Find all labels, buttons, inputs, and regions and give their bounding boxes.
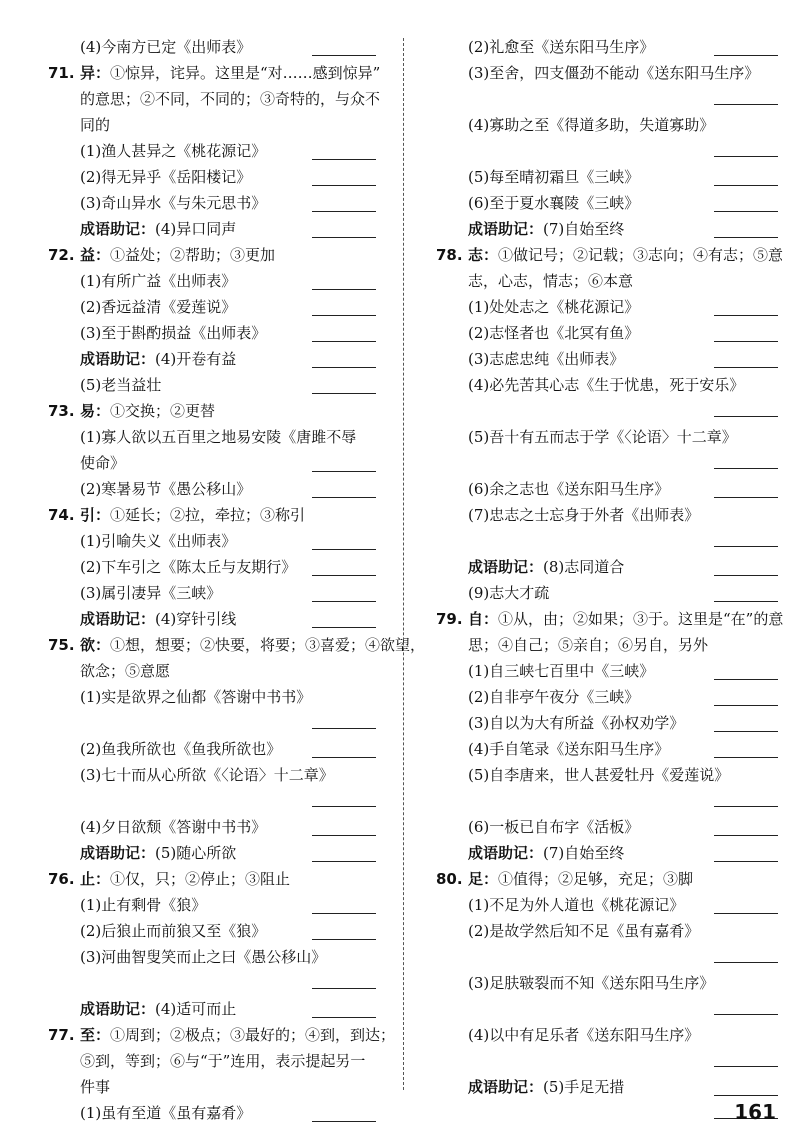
definition-continuation: 志，心志，情志；⑥本意 bbox=[468, 272, 634, 290]
entry-definitions: ①周到；②极点；③最好的；④到，到达； bbox=[110, 1026, 396, 1044]
entry-header bbox=[414, 242, 784, 268]
answer-blank-row bbox=[26, 970, 390, 996]
answer-blank[interactable] bbox=[714, 104, 778, 105]
answer-blank[interactable] bbox=[714, 861, 778, 862]
idiom-item bbox=[26, 346, 390, 372]
column-divider bbox=[403, 38, 404, 1090]
idiom-item bbox=[414, 554, 778, 580]
answer-blank[interactable] bbox=[714, 546, 778, 547]
example-item bbox=[26, 892, 390, 918]
example-text: (2)香远益清《爱莲说》 bbox=[80, 298, 237, 316]
definition-continuation: 思；④自己；⑤亲自；⑥另自，另外 bbox=[468, 636, 709, 654]
answer-blank[interactable] bbox=[714, 468, 778, 469]
example-item bbox=[26, 580, 390, 606]
entry-character: 自： bbox=[468, 610, 499, 628]
entry-header bbox=[26, 60, 390, 86]
answer-blank-row bbox=[414, 788, 778, 814]
answer-blank[interactable] bbox=[714, 367, 778, 368]
example-item bbox=[414, 34, 778, 60]
answer-blank[interactable] bbox=[714, 913, 778, 914]
example-text: (3)足肤皲裂而不知《送东阳马生序》 bbox=[468, 974, 715, 992]
example-text: (6)一板已自布字《活板》 bbox=[468, 818, 640, 836]
page-number: 161 bbox=[734, 1100, 776, 1124]
entry-definitions: ①想，想要；②快要，将要；③喜爱；④欲望， bbox=[110, 636, 426, 654]
answer-blank[interactable] bbox=[714, 55, 778, 56]
example-item bbox=[414, 424, 778, 450]
example-item bbox=[26, 528, 390, 554]
example-item bbox=[414, 190, 778, 216]
answer-blank[interactable] bbox=[714, 1066, 778, 1067]
idiom-text: (4)异口同声 bbox=[155, 220, 237, 238]
example-text: (1)实是欲界之仙都《答谢中书书》 bbox=[80, 688, 312, 706]
answer-blank[interactable] bbox=[312, 185, 376, 186]
entry-header bbox=[26, 632, 426, 658]
idiom-item bbox=[414, 1074, 778, 1100]
answer-blank[interactable] bbox=[312, 1121, 376, 1122]
example-item bbox=[414, 346, 778, 372]
example-item bbox=[414, 918, 778, 944]
answer-blank[interactable] bbox=[312, 861, 376, 862]
example-text: (2)鱼我所欲也《鱼我所欲也》 bbox=[80, 740, 282, 758]
example-text: (2)是故学然后知不足《虽有嘉肴》 bbox=[468, 922, 700, 940]
example-text: (5)老当益壮 bbox=[80, 376, 162, 394]
idiom-label: 成语助记： bbox=[80, 350, 156, 368]
answer-blank[interactable] bbox=[312, 211, 376, 212]
idiom-item bbox=[414, 840, 778, 866]
example-item bbox=[26, 918, 390, 944]
answer-blank-row bbox=[26, 788, 390, 814]
example-text: (2)下车引之《陈太丘与友期行》 bbox=[80, 558, 297, 576]
answer-blank[interactable] bbox=[312, 757, 376, 758]
answer-blank[interactable] bbox=[312, 988, 376, 989]
entry-definitions: ①仅，只；②停止；③阻止 bbox=[110, 870, 291, 888]
entry-header bbox=[414, 866, 778, 892]
entry-number: 76. bbox=[48, 870, 75, 888]
definition-continuation: ⑤到，等到；⑥与“于”连用，表示提起另一 bbox=[80, 1052, 366, 1070]
example-item bbox=[26, 450, 390, 476]
entry-number: 71. bbox=[48, 64, 75, 82]
entry-definitions: ①益处；②帮助；③更加 bbox=[110, 246, 276, 264]
answer-blank[interactable] bbox=[312, 806, 376, 807]
idiom-text: (8)志同道合 bbox=[543, 558, 625, 576]
example-item bbox=[26, 34, 390, 60]
example-item bbox=[414, 112, 778, 138]
example-text: 使命》 bbox=[80, 454, 126, 472]
answer-blank-row bbox=[414, 86, 778, 112]
example-item bbox=[414, 502, 778, 528]
answer-blank[interactable] bbox=[312, 159, 376, 160]
answer-blank[interactable] bbox=[714, 679, 778, 680]
example-item bbox=[414, 60, 778, 86]
example-text: (2)礼愈至《送东阳马生序》 bbox=[468, 38, 655, 56]
example-item bbox=[26, 424, 390, 450]
example-item bbox=[26, 294, 390, 320]
entry-number: 79. bbox=[436, 610, 463, 628]
example-text: (3)奇山异水《与朱元思书》 bbox=[80, 194, 267, 212]
entry-character: 止： bbox=[80, 870, 111, 888]
answer-blank-row bbox=[414, 528, 778, 554]
entry-number: 74. bbox=[48, 506, 75, 524]
answer-blank[interactable] bbox=[714, 416, 778, 417]
idiom-text: (7)自始至终 bbox=[543, 844, 625, 862]
example-text: (5)吾十有五而志于学《〈论语〉十二章》 bbox=[468, 428, 737, 446]
answer-blank[interactable] bbox=[312, 835, 376, 836]
definition-continuation: 欲念；⑤意愿 bbox=[80, 662, 171, 680]
answer-blank[interactable] bbox=[312, 627, 376, 628]
example-text: (4)夕日欲颓《答谢中书书》 bbox=[80, 818, 267, 836]
example-item bbox=[414, 320, 778, 346]
answer-blank[interactable] bbox=[714, 601, 778, 602]
entry-header bbox=[26, 1022, 396, 1048]
entry-character: 足： bbox=[468, 870, 499, 888]
right-column bbox=[414, 34, 784, 1126]
definition-continuation: 的意思；②不同，不同的；③奇特的，与众不 bbox=[80, 90, 381, 108]
example-text: (2)得无异乎《岳阳楼记》 bbox=[80, 168, 252, 186]
example-item bbox=[414, 580, 778, 606]
idiom-label: 成语助记： bbox=[80, 220, 156, 238]
example-item bbox=[26, 736, 390, 762]
answer-blank[interactable] bbox=[312, 237, 376, 238]
answer-blank[interactable] bbox=[714, 962, 778, 963]
answer-blank-row bbox=[414, 1100, 778, 1126]
answer-blank[interactable] bbox=[312, 497, 376, 498]
example-text: (1)止有剩骨《狼》 bbox=[80, 896, 207, 914]
entry-character: 异： bbox=[80, 64, 111, 82]
answer-blank-row bbox=[414, 944, 778, 970]
example-text: (4)手自笔录《送东阳马生序》 bbox=[468, 740, 670, 758]
example-text: (5)每至晴初霜旦《三峡》 bbox=[468, 168, 640, 186]
idiom-label: 成语助记： bbox=[468, 220, 544, 238]
example-item bbox=[26, 762, 390, 788]
answer-blank[interactable] bbox=[312, 315, 376, 316]
example-item bbox=[26, 944, 390, 970]
example-text: (7)忠志之士忘身于外者《出师表》 bbox=[468, 506, 700, 524]
left-column bbox=[26, 34, 426, 1126]
idiom-item bbox=[414, 216, 778, 242]
answer-blank[interactable] bbox=[312, 913, 376, 914]
answer-blank[interactable] bbox=[714, 806, 778, 807]
example-text: (1)处处志之《桃花源记》 bbox=[468, 298, 640, 316]
idiom-item bbox=[26, 216, 390, 242]
idiom-text: (4)开卷有益 bbox=[155, 350, 237, 368]
idiom-item bbox=[26, 840, 390, 866]
answer-blank-row bbox=[414, 1048, 778, 1074]
idiom-label: 成语助记： bbox=[468, 1078, 544, 1096]
example-text: (1)自三峡七百里中《三峡》 bbox=[468, 662, 655, 680]
example-item bbox=[414, 892, 778, 918]
example-item bbox=[414, 970, 778, 996]
entry-header bbox=[26, 398, 390, 424]
entry-character: 欲： bbox=[80, 636, 111, 654]
example-item bbox=[414, 710, 778, 736]
answer-blank[interactable] bbox=[714, 211, 778, 212]
example-text: (3)七十而从心所欲《〈论语〉十二章》 bbox=[80, 766, 334, 784]
answer-blank[interactable] bbox=[312, 575, 376, 576]
entry-number: 75. bbox=[48, 636, 75, 654]
answer-blank[interactable] bbox=[312, 289, 376, 290]
example-text: (1)虽有至道《虽有嘉肴》 bbox=[80, 1104, 252, 1122]
example-item bbox=[414, 762, 778, 788]
example-text: (4)必先苦其心志《生于忧患，死于安乐》 bbox=[468, 376, 745, 394]
example-text: (2)后狼止而前狼又至《狼》 bbox=[80, 922, 267, 940]
example-item bbox=[414, 164, 778, 190]
entry-character: 引： bbox=[80, 506, 111, 524]
idiom-text: (4)穿针引线 bbox=[155, 610, 237, 628]
example-item bbox=[26, 372, 390, 398]
example-item bbox=[414, 658, 778, 684]
answer-blank-row bbox=[414, 138, 778, 164]
entry-number: 73. bbox=[48, 402, 75, 420]
entry-number: 77. bbox=[48, 1026, 75, 1044]
example-item bbox=[26, 320, 390, 346]
answer-blank[interactable] bbox=[312, 1017, 376, 1018]
entry-definitions: ①值得；②足够，充足；③脚 bbox=[498, 870, 694, 888]
entry-definitions: ①做记号；②记载；③志向；④有志；⑤意 bbox=[498, 246, 784, 264]
entry-number: 80. bbox=[436, 870, 463, 888]
example-text: (1)引喻失义《出师表》 bbox=[80, 532, 237, 550]
answer-blank[interactable] bbox=[312, 367, 376, 368]
idiom-item bbox=[26, 996, 390, 1022]
example-item bbox=[414, 814, 778, 840]
example-item bbox=[26, 814, 390, 840]
example-text: (1)不足为外人道也《桃花源记》 bbox=[468, 896, 685, 914]
answer-blank[interactable] bbox=[714, 497, 778, 498]
example-item bbox=[26, 268, 390, 294]
idiom-text: (4)适可而止 bbox=[155, 1000, 237, 1018]
example-text: (4)以中有足乐者《送东阳马生序》 bbox=[468, 1026, 700, 1044]
answer-blank[interactable] bbox=[714, 315, 778, 316]
example-text: (1)渔人甚异之《桃花源记》 bbox=[80, 142, 267, 160]
answer-blank[interactable] bbox=[312, 471, 376, 472]
example-text: (3)志虑忠纯《出师表》 bbox=[468, 350, 625, 368]
idiom-label: 成语助记： bbox=[80, 1000, 156, 1018]
example-text: (3)至于斟酌损益《出师表》 bbox=[80, 324, 267, 342]
example-text: (4)今南方已定《出师表》 bbox=[80, 38, 252, 56]
answer-blank[interactable] bbox=[714, 237, 778, 238]
entry-header bbox=[26, 502, 390, 528]
answer-blank[interactable] bbox=[312, 728, 376, 729]
example-item bbox=[26, 164, 390, 190]
example-text: (2)寒暑易节《愚公移山》 bbox=[80, 480, 252, 498]
example-item bbox=[26, 1100, 390, 1126]
answer-blank[interactable] bbox=[714, 575, 778, 576]
idiom-label: 成语助记： bbox=[80, 610, 156, 628]
example-text: (2)自非亭午夜分《三峡》 bbox=[468, 688, 640, 706]
entry-number: 72. bbox=[48, 246, 75, 264]
answer-blank[interactable] bbox=[714, 156, 778, 157]
idiom-text: (7)自始至终 bbox=[543, 220, 625, 238]
answer-blank[interactable] bbox=[714, 705, 778, 706]
example-item bbox=[414, 294, 778, 320]
example-text: (6)至于夏水襄陵《三峡》 bbox=[468, 194, 640, 212]
example-text: (6)余之志也《送东阳马生序》 bbox=[468, 480, 670, 498]
idiom-text: (5)手足无措 bbox=[543, 1078, 625, 1096]
answer-blank[interactable] bbox=[714, 1095, 778, 1096]
entry-definitions: ①交换；②更替 bbox=[110, 402, 216, 420]
answer-blank[interactable] bbox=[312, 549, 376, 550]
answer-blank[interactable] bbox=[312, 341, 376, 342]
example-item bbox=[414, 476, 778, 502]
entry-definitions: ①惊异，诧异。这里是“对……感到惊异” bbox=[110, 64, 381, 82]
idiom-text: (5)随心所欲 bbox=[155, 844, 237, 862]
answer-blank-row bbox=[414, 996, 778, 1022]
entry-character: 志： bbox=[468, 246, 499, 264]
answer-blank[interactable] bbox=[714, 731, 778, 732]
entry-header bbox=[26, 866, 390, 892]
answer-blank[interactable] bbox=[312, 55, 376, 56]
entry-character: 益： bbox=[80, 246, 111, 264]
definition-continuation: 件事 bbox=[80, 1078, 111, 1096]
entry-definitions: ①从，由；②如果；③于。这里是“在”的意 bbox=[498, 610, 784, 628]
example-item bbox=[26, 476, 390, 502]
answer-blank[interactable] bbox=[714, 1014, 778, 1015]
entry-definitions: ①延长；②拉，牵拉；③称引 bbox=[110, 506, 306, 524]
example-item bbox=[414, 736, 778, 762]
idiom-item bbox=[26, 606, 390, 632]
example-text: (3)属引凄异《三峡》 bbox=[80, 584, 222, 602]
example-text: (2)志怪者也《北冥有鱼》 bbox=[468, 324, 640, 342]
answer-blank[interactable] bbox=[312, 939, 376, 940]
example-item bbox=[26, 554, 390, 580]
example-text: (3)自以为大有所益《孙权劝学》 bbox=[468, 714, 685, 732]
entry-character: 至： bbox=[80, 1026, 111, 1044]
answer-blank-row bbox=[414, 450, 778, 476]
example-item bbox=[414, 1022, 778, 1048]
example-item bbox=[26, 190, 390, 216]
entry-character: 易： bbox=[80, 402, 111, 420]
answer-blank[interactable] bbox=[312, 601, 376, 602]
example-item bbox=[26, 684, 390, 710]
answer-blank[interactable] bbox=[312, 393, 376, 394]
answer-blank[interactable] bbox=[714, 835, 778, 836]
example-text: (1)寡人欲以五百里之地易安陵《唐雎不辱 bbox=[80, 428, 357, 446]
answer-blank[interactable] bbox=[714, 185, 778, 186]
definition-continuation: 同的 bbox=[80, 116, 111, 134]
idiom-label: 成语助记： bbox=[80, 844, 156, 862]
example-item bbox=[26, 138, 390, 164]
example-text: (4)寡助之至《得道多助，失道寡助》 bbox=[468, 116, 715, 134]
answer-blank-row bbox=[26, 710, 390, 736]
idiom-label: 成语助记： bbox=[468, 558, 544, 576]
example-text: (5)自李唐来，世人甚爱牡丹《爱莲说》 bbox=[468, 766, 730, 784]
example-text: (1)有所广益《出师表》 bbox=[80, 272, 237, 290]
example-text: (9)志大才疏 bbox=[468, 584, 550, 602]
example-item bbox=[414, 372, 778, 398]
idiom-label: 成语助记： bbox=[468, 844, 544, 862]
entry-header bbox=[414, 606, 784, 632]
example-item bbox=[414, 684, 778, 710]
example-text: (3)至舍，四支僵劲不能动《送东阳马生序》 bbox=[468, 64, 760, 82]
answer-blank-row bbox=[414, 398, 778, 424]
answer-blank[interactable] bbox=[714, 757, 778, 758]
example-text: (3)河曲智叟笑而止之曰《愚公移山》 bbox=[80, 948, 327, 966]
entry-number: 78. bbox=[436, 246, 463, 264]
answer-blank[interactable] bbox=[714, 341, 778, 342]
entry-header bbox=[26, 242, 390, 268]
